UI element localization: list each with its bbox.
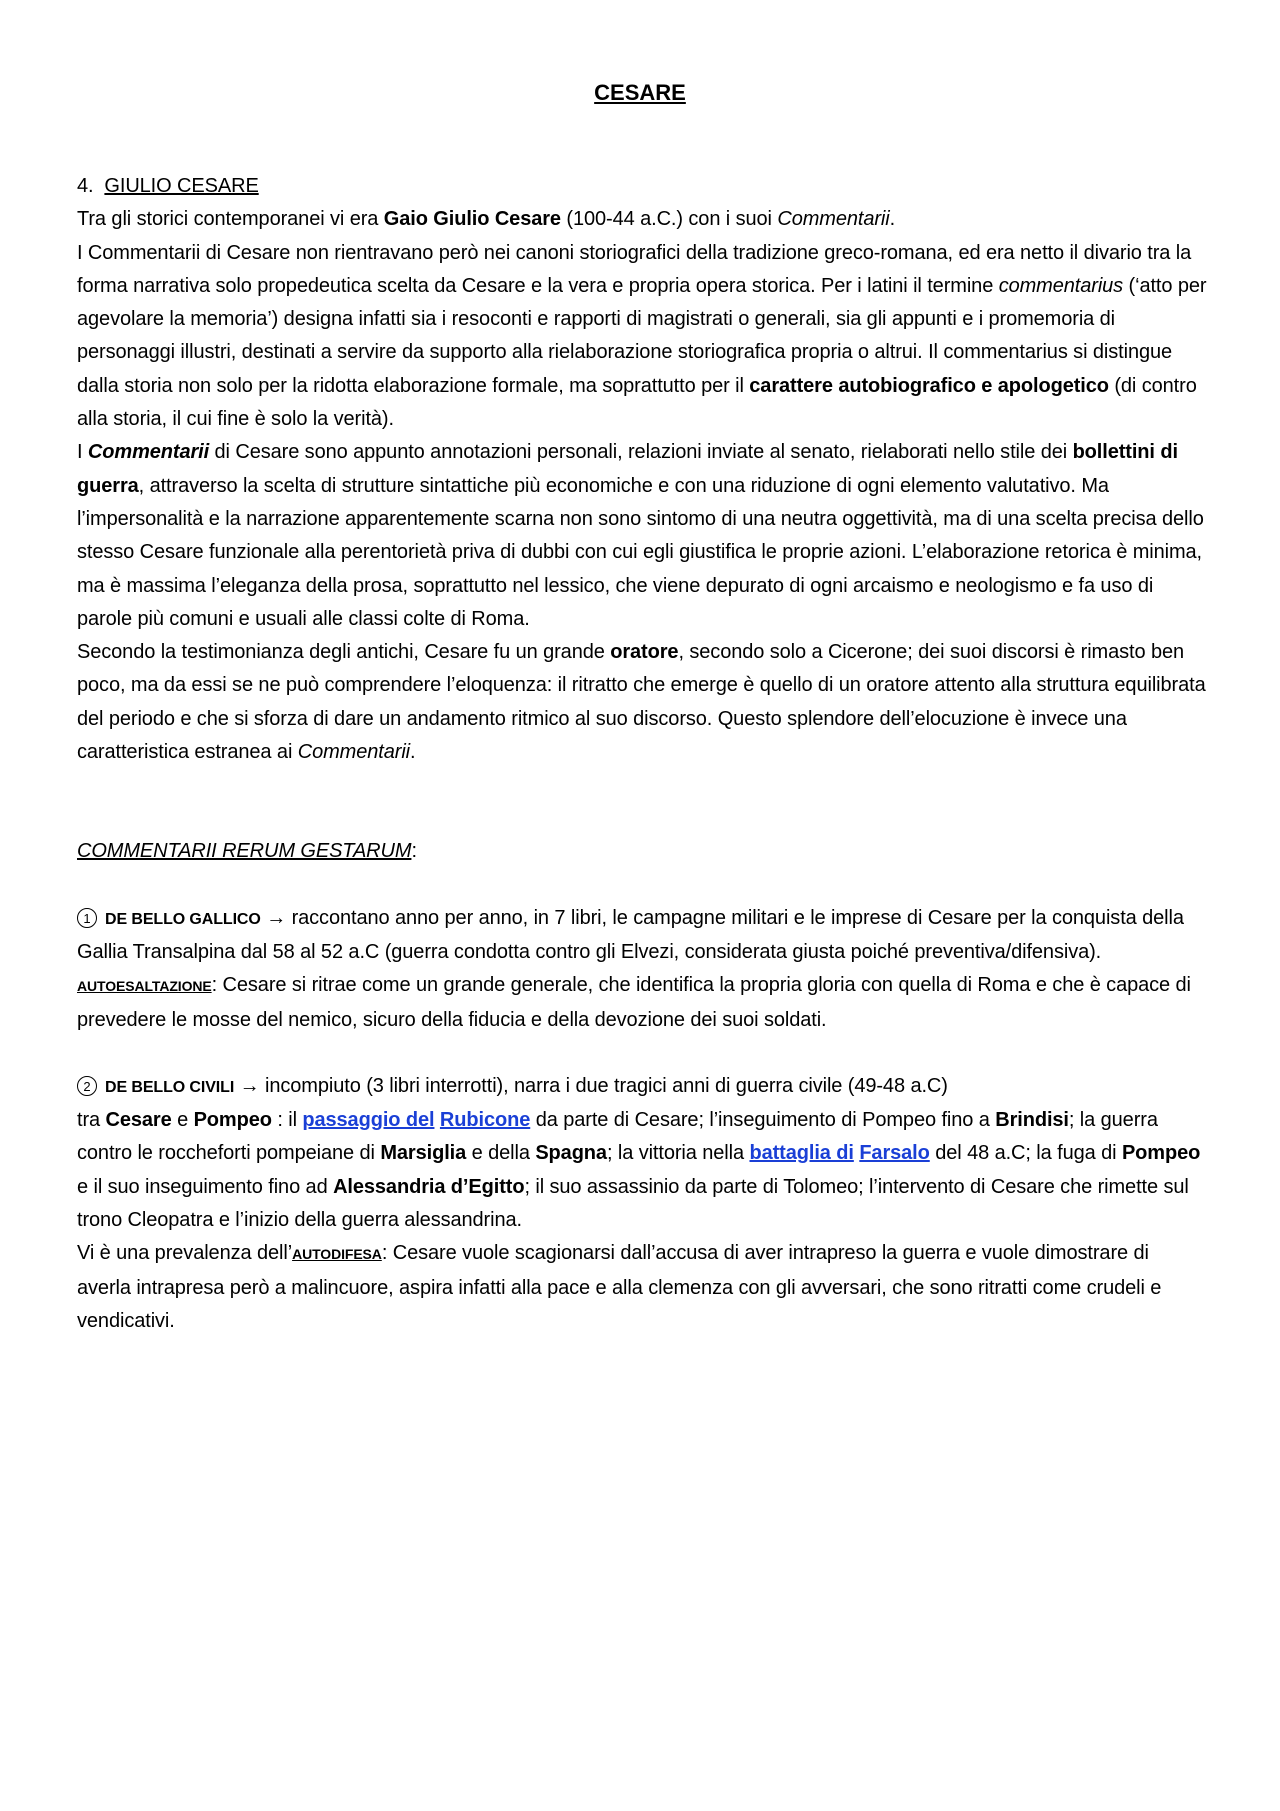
civili-l2k: e il suo inseguimento fino ad xyxy=(77,1175,334,1198)
civili-l2e: da parte di Cesare; l’inseguimento di Pompeo fino a xyxy=(530,1109,996,1132)
paragraph-3 xyxy=(77,636,1207,769)
intro-paragraph xyxy=(77,203,1207,236)
link-farsalo[interactable]: Farsalo xyxy=(859,1142,930,1165)
intro-author-name: Gaio Giulio Cesare xyxy=(383,208,561,231)
gallico-note-text: : Cesare si ritrae come un grande generale, che identifica la propria gloria con quella di Roma e che è capace di prevedere le mosse del nemico, sicuro della fiducia e della devozione dei suoi soldati. xyxy=(77,974,1191,1031)
number-1-icon: 1 xyxy=(77,908,97,928)
gallico-paragraph xyxy=(77,902,1207,970)
p1-text-b: (‘atto per agevolare la memoria’) designa infatti sia i resoconti e rapporti di magistrati o generali, sia gli appunti e i promemoria di personaggi illustri, destinati a servire da supporto alla rielaborazione storiografica propria o altrui. Il commentarius si distingue dalla storia non solo per la ridotta elaborazione formale, ma soprattutto per il xyxy=(77,274,1207,397)
p1-text-c: (di contro alla storia, il cui fine è solo la verità). xyxy=(77,374,1197,431)
p3-text-b: , secondo solo a Cicerone; dei suoi discorsi è rimasto ben poco, ma da essi se ne può comprendere l’eloquenza: il ritratto che emerge è quello di un oratore attento alla struttura equilibrata del periodo e che si sforza di dare un andamento ritmico al suo discorso. Questo splendore dell’elocuzione è invece una caratteristica estranea ai xyxy=(77,641,1206,764)
gallico-note xyxy=(77,969,1207,1037)
civili-events xyxy=(77,1104,1207,1237)
paragraph-2 xyxy=(77,436,1207,636)
arrow-right-icon: → xyxy=(260,906,292,929)
paragraph-1 xyxy=(77,237,1207,437)
civili-label: DE BELLO CIVILI xyxy=(105,1078,235,1096)
p2-work-title: Commentarii xyxy=(87,441,210,464)
link-passaggio-del[interactable]: passaggio del xyxy=(302,1109,435,1132)
link-rubicone[interactable]: Rubicone xyxy=(439,1109,531,1132)
p3-text-a: Secondo la testimonianza degli antichi, Cesare fu un grande xyxy=(77,641,611,664)
civili-l2h: ; la vittoria nella xyxy=(606,1142,750,1165)
number-2-icon: 2 xyxy=(77,1076,97,1096)
civili-l2b: e xyxy=(171,1109,194,1132)
commentarii-colon: : xyxy=(411,840,417,863)
civili-spagna: Spagna xyxy=(535,1142,607,1165)
gallico-text: raccontano anno per anno, in 7 libri, le campagne militari e le imprese di Cesare per la conquista della Gallia Transalpina dal 58 al 52 a.C (guerra condotta contro gli Elvezi, considerata giusta poiché preventiva/difensiva). xyxy=(77,906,1184,963)
civili-cesare: Cesare xyxy=(105,1109,172,1132)
commentarii-heading xyxy=(77,835,1207,868)
p2-text-a: I xyxy=(77,441,88,464)
civili-pompeo: Pompeo xyxy=(193,1109,272,1132)
document-body xyxy=(77,170,1207,1338)
civili-l2c: : il xyxy=(271,1109,303,1132)
gallico-note-label: AUTOESALTAZIONE xyxy=(77,978,212,995)
p2-text-c: , attraverso la scelta di strutture sintattiche più economiche e con una riduzione di ogni elemento valutativo. Ma l’impersonalità e la narrazione apparentemente scarna non sono sintomo di una neutra oggettività, ma di una scelta precisa dello stesso Cesare funzionale alla perentorietà priva di dubbi con cui egli giustifica le proprie azioni. L’elaborazione retorica è minima, ma è massima l’eleganza della prosa, soprattutto nel lessico, che viene depurato di ogni arcaismo e neologismo e fa uso di parole più comuni e usuali alle classi colte di Roma. xyxy=(77,474,1204,630)
civili-paragraph xyxy=(77,1070,1207,1104)
civili-alessandria: Alessandria d’Egitto xyxy=(333,1175,525,1198)
gallico-label: DE BELLO GALLICO xyxy=(105,910,261,928)
p3-text-c: . xyxy=(410,741,416,764)
civili-note-label: AUTODIFESA xyxy=(292,1246,382,1263)
civili-l2g: e della xyxy=(466,1142,536,1165)
civili-l2l: ; il suo assassinio da parte di Tolomeo; l’intervento di Cesare che rimette sul trono Cleopatra e l’inizio della guerra alessandrina. xyxy=(77,1175,1189,1232)
civili-note xyxy=(77,1237,1207,1338)
p2-text-b: di Cesare sono appunto annotazioni personali, relazioni inviate al senato, rielaborati nello stile dei xyxy=(209,441,1073,464)
civili-brindisi: Brindisi xyxy=(995,1109,1069,1132)
civili-marsiglia: Marsiglia xyxy=(380,1142,467,1165)
civili-l3a: Vi è una prevalenza dell’ xyxy=(77,1242,293,1265)
intro-work-title: Commentarii xyxy=(777,208,890,231)
civili-l2f: ; la guerra contro le roccheforti pompeiane di xyxy=(77,1109,1158,1165)
civili-l3b: : Cesare vuole scagionarsi dall’accusa di aver intrapreso la guerra e vuole dimostrare di averla intrapresa però a malincuore, aspira infatti alla pace e alla clemenza con gli avversari, che sono ritratti come crudeli e vendicativi. xyxy=(77,1242,1162,1332)
section-heading xyxy=(77,170,1207,203)
commentarii-heading-text: COMMENTARII RERUM GESTARUM xyxy=(77,840,412,863)
section-number: 4. xyxy=(77,175,94,197)
link-battaglia-di[interactable]: battaglia di xyxy=(749,1142,854,1165)
p2-bold: bollettini di guerra xyxy=(77,441,1178,497)
p1-term: commentarius xyxy=(998,274,1124,297)
civili-text: incompiuto (3 libri interrotti), narra i due tragici anni di guerra civile (49-48 a.C) xyxy=(265,1074,948,1097)
section-heading-text: GIULIO CESARE xyxy=(104,175,259,197)
civili-pompeo-2: Pompeo xyxy=(1121,1142,1201,1165)
p1-bold: carattere autobiografico e apologetico xyxy=(749,374,1109,397)
intro-text-b: (100-44 a.C.) con i suoi xyxy=(560,208,778,231)
p1-text-a: I Commentarii di Cesare non rientravano però nei canoni storiografici della tradizione greco-romana, ed era netto il divario tra la forma narrativa solo propedeutica scelta da Cesare e la vera e propria opera storica. Per i latini il termine xyxy=(77,241,1192,297)
intro-text-c: . xyxy=(889,208,896,231)
p3-work-title: Commentarii xyxy=(297,741,411,764)
civili-l2j: del 48 a.C; la fuga di xyxy=(929,1142,1122,1165)
intro-text-a: Tra gli storici contemporanei vi era xyxy=(77,208,384,231)
page-title: CESARE xyxy=(594,80,686,105)
civili-l2a: tra xyxy=(77,1109,106,1132)
arrow-right-icon: → xyxy=(234,1074,266,1097)
p3-bold: oratore xyxy=(610,641,679,664)
